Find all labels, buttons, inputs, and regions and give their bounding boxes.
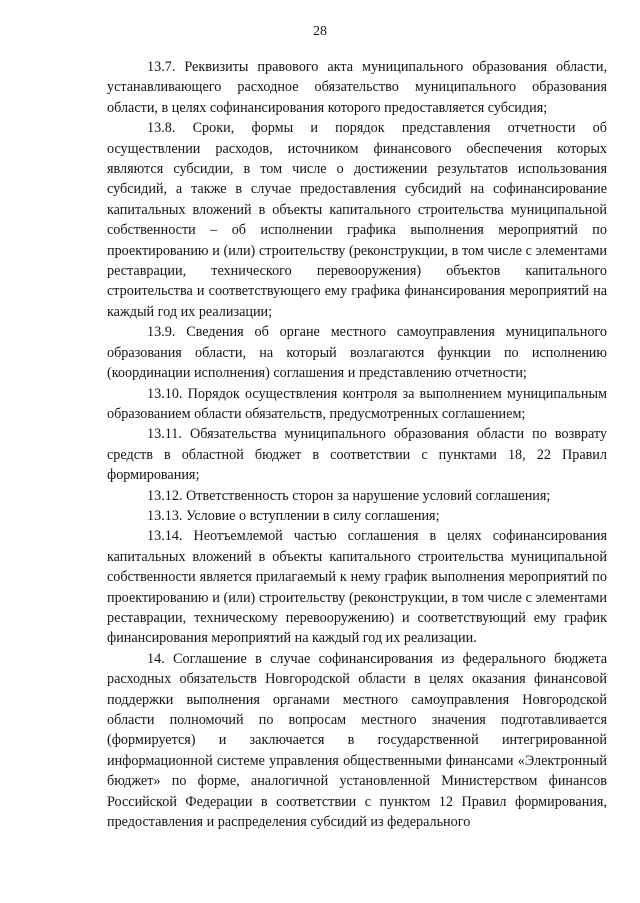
paragraph-13-11: 13.11. Обязательства муниципального образования области по возврату средств в областной бюджет в соответствии с пунктами 18, 22 Правил формирования; <box>107 426 607 484</box>
paragraph-13-9: 13.9. Сведения об органе местного самоуправления муниципального образования области, на который возлагаются функции по исполнению (координации исполнения) соглашения и представлению отчетности; <box>107 324 607 382</box>
paragraph-14: 14. Соглашение в случае софинансирования из федерального бюджета расходных обязательств Новгородской области в целях оказания финансовой поддержки выполнения органами местного самоуправления Новгородской области полномочий по вопросам местного значения подготавливается (формируется) и заключается в государственной интегрированной информационной системе управления общественными финансами «Электронный бюджет» по форме, аналогичной установленной Министерством финансов Российской Федерации в соответствии с пунктом 12 Правил формирования, предоставления и распределения субсидий из федерального <box>107 650 607 831</box>
paragraph-13-10: 13.10. Порядок осуществления контроля за выполнением муниципальным образованием области обязательств, предусмотренных соглашением; <box>107 385 607 422</box>
page-number: 28 <box>313 24 327 39</box>
paragraph-13-14: 13.14. Неотъемлемой частью соглашения в целях софинансирования капитальных вложений в объекты капитального строительства муниципальной собственности является прилагаемый к нему график выполнения мероприятий по проектированию и (или) строительству (реконструкции, в том числе с элементами реставрации, техническому перевооружению) и соответствующий ему график финансирования мероприятий на каждый год их реализации. <box>107 528 607 647</box>
paragraph-13-8: 13.8. Сроки, формы и порядок представления отчетности об осуществлении расходов, источником финансового обеспечения которых являются субсидии, в том числе о достижении результатов использования субсидий, а также в случае предоставления субсидий на софинансирование капитальных вложений в объекты капитального строительства муниципальной собственности – об исполнении графика выполнения мероприятий по проектированию и (или) строительству (реконструкции, в том числе с элементами реставрации, технического перевооружения) объектов капитального строительства и соответствующего ему графика финансирования мероприятий на каждый год их реализации; <box>107 120 607 320</box>
paragraph-13-7: 13.7. Реквизиты правового акта муниципального образования области, устанавливающего расходное обязательство муниципального образования области, в целях софинансирования которого предоставляется субсидия; <box>107 59 607 116</box>
paragraph-13-13: 13.13. Условие о вступлении в силу соглашения; <box>147 507 440 524</box>
document-body <box>107 57 607 832</box>
paragraph-13-12: 13.12. Ответственность сторон за нарушение условий соглашения; <box>147 487 551 504</box>
